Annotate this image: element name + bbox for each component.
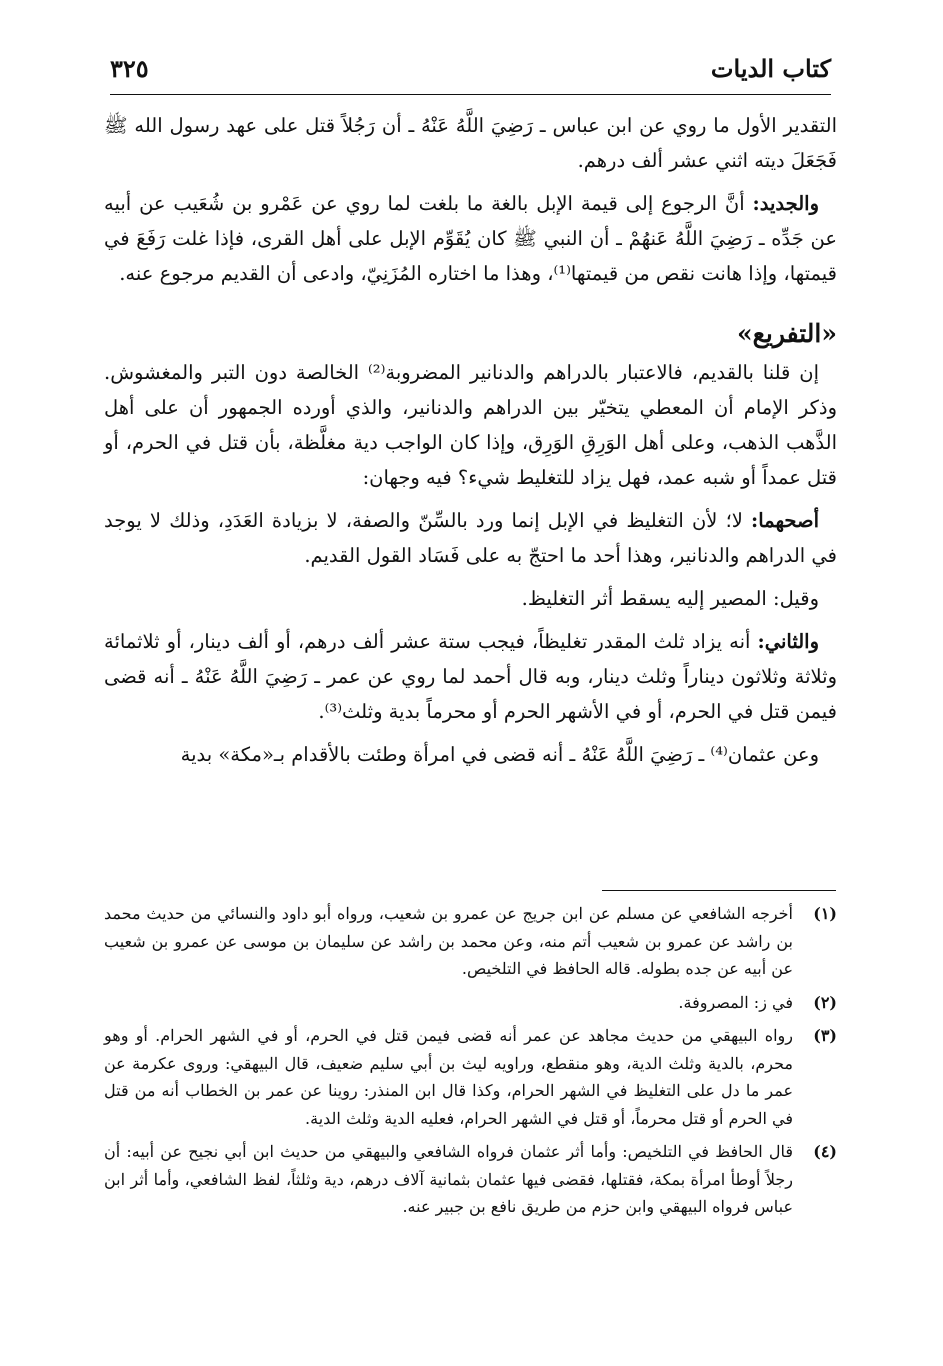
section-heading: «التفريع» [736, 319, 837, 348]
running-title: كتاب الديات [710, 54, 831, 83]
footnote-text: أخرجه الشافعي عن مسلم عن ابن جريج عن عمرو بن شعيب، ورواه أبو داود والنسائي من حديث محمد بن راشد عن عمرو بن شعيب أتم منه، وعن محمد بن راشد عن سليمان بن موسى عن عمرو بن شعيب عن أبيه عن جده بطوله. قاله الحافظ في التلخيص. [104, 904, 793, 978]
footnote-item [104, 1138, 837, 1221]
paragraph-6: والثاني: أنه يزاد ثلث المقدر تغليظاً، فيجب ستة عشر ألف درهم، أو ألف دينار، أو ثلاثمائة وثلاثة وثلاثون ديناراً وثلث دينار، وبه قال أحمد لما روي عن عمر ـ رَضِيَ اللَّهُ عَنْهُ ـ أنه قضى فيمن قتل في الحرم، أو في الأشهر الحرم أو محرماً بدية وثلث⁽³⁾. [104, 630, 837, 723]
paragraph-3: إن قلنا بالقديم، فالاعتبار بالدراهم والدنانير المضروبة⁽²⁾ الخالصة دون التبر والمغشوش. وذكر الإمام أن المعطي يتخيّر بين الدراهم والدنانير، والذي أورده الجمهور أن على أهل الذَّهب الذهب، وعلى أهل الوَرِقِ الوَرِق، وإذا كان الواجب دية مغلَّظة، بأن قتل في الحرم، أو قتل عمداً أو شبه عمد، فهل يزاد للتغليط شيء؟ فيه وجهان: [104, 361, 837, 489]
paragraph-4: أصحهما: لا؛ لأن التغليظ في الإبل إنما ورد بالسِّنّ والصفة، لا بزيادة العَدَدِ، وذلك لا يوجد في الدراهم والدنانير، وهذا أحد ما احتجّ به على فَسَاد القول القديم. [104, 509, 837, 567]
footnote-text: في ز: المصروفة. [678, 992, 793, 1012]
footnote-number: (٣) [813, 1026, 837, 1045]
paragraph-lead: والثاني: [757, 630, 819, 653]
footnote-item [104, 1022, 837, 1132]
footnote-number: (٤) [813, 1142, 837, 1161]
paragraph-1: التقدير الأول ما روي عن ابن عباس ـ رَضِيَ اللَّهُ عَنْهُ ـ أن رَجُلاً قتل على عهد رسول الله ﷺ فَجَعَلَ ديته اثني عشر ألف درهم. [104, 114, 837, 172]
footnote-item [104, 989, 837, 1017]
footnote-text: رواه البيهقي من حديث مجاهد عن عمر أنه قضى فيمن قتل في الحرم، أو في الشهر الحرام. أو وهو محرم، بالدية وثلث الدية، وهو منقطع، وراويه ليث بن أبي سليم ضعيف، قال البيهقي: وروى عكرمة عن عمر ما دل على التغليظ في الشهر الحرام، وكذا قال ابن المنذر: روينا عن عمر بن الخطاب أنه من قتل في الحرم أو قتل محرماً، أو قتل في الشهر الحرام، فعليه الدية وثلث الدية. [104, 1026, 793, 1128]
footnote-divider [602, 890, 836, 891]
footnotes [104, 900, 837, 1227]
footnote-number: (١) [813, 904, 837, 923]
paragraph-7: وعن عثمان⁽⁴⁾ ـ رَضِيَ اللَّهُ عَنْهُ ـ أنه قضى في امرأة وطئت بالأقدام بـ«مكة» بدية [180, 743, 819, 766]
paragraph-lead: أصحهما: [751, 509, 819, 532]
paragraph-lead: والجديد: [752, 192, 819, 215]
page-number: ٣٢٥ [110, 54, 149, 83]
main-text [104, 108, 837, 780]
footnote-number: (٢) [813, 992, 837, 1012]
paragraph-5: وقيل: المصير إليه يسقط أثر التغليظ. [521, 587, 819, 610]
footnote-text: قال الحافظ في التلخيص: وأما أثر عثمان فرواه الشافعي والبيهقي من حديث ابن أبي نجيح عن أبيه: أن رجلاً أوطأ امرأة بمكة، فقتلها، فقضى فيها عثمان بثمانية آلاف درهم، دية وثلثاً، لفظ الشافعي، وأما أثر ابن عباس فرواه البيهقي وابن حزم من طريق نافع بن جبير عنه. [104, 1142, 794, 1216]
footnote-item [104, 900, 837, 983]
page-header [110, 52, 831, 95]
paragraph-2: والجديد: أنَّ الرجوع إلى قيمة الإبل بالغة ما بلغت لما روي عن عَمْرو بن شُعَيب عن أبيه عن جَدِّه ـ رَضِيَ اللَّهُ عَنهُمْ ـ أن النبي ﷺ كان يُقَوِّم الإبل على أهل القرى، فإذا غلت رَفَعَ في قيمتها، وإذا هانت نقص من قيمتها⁽¹⁾، وهذا ما اختاره المُزَنِيّ، وادعى أن القديم مرجوع عنه. [104, 192, 837, 285]
